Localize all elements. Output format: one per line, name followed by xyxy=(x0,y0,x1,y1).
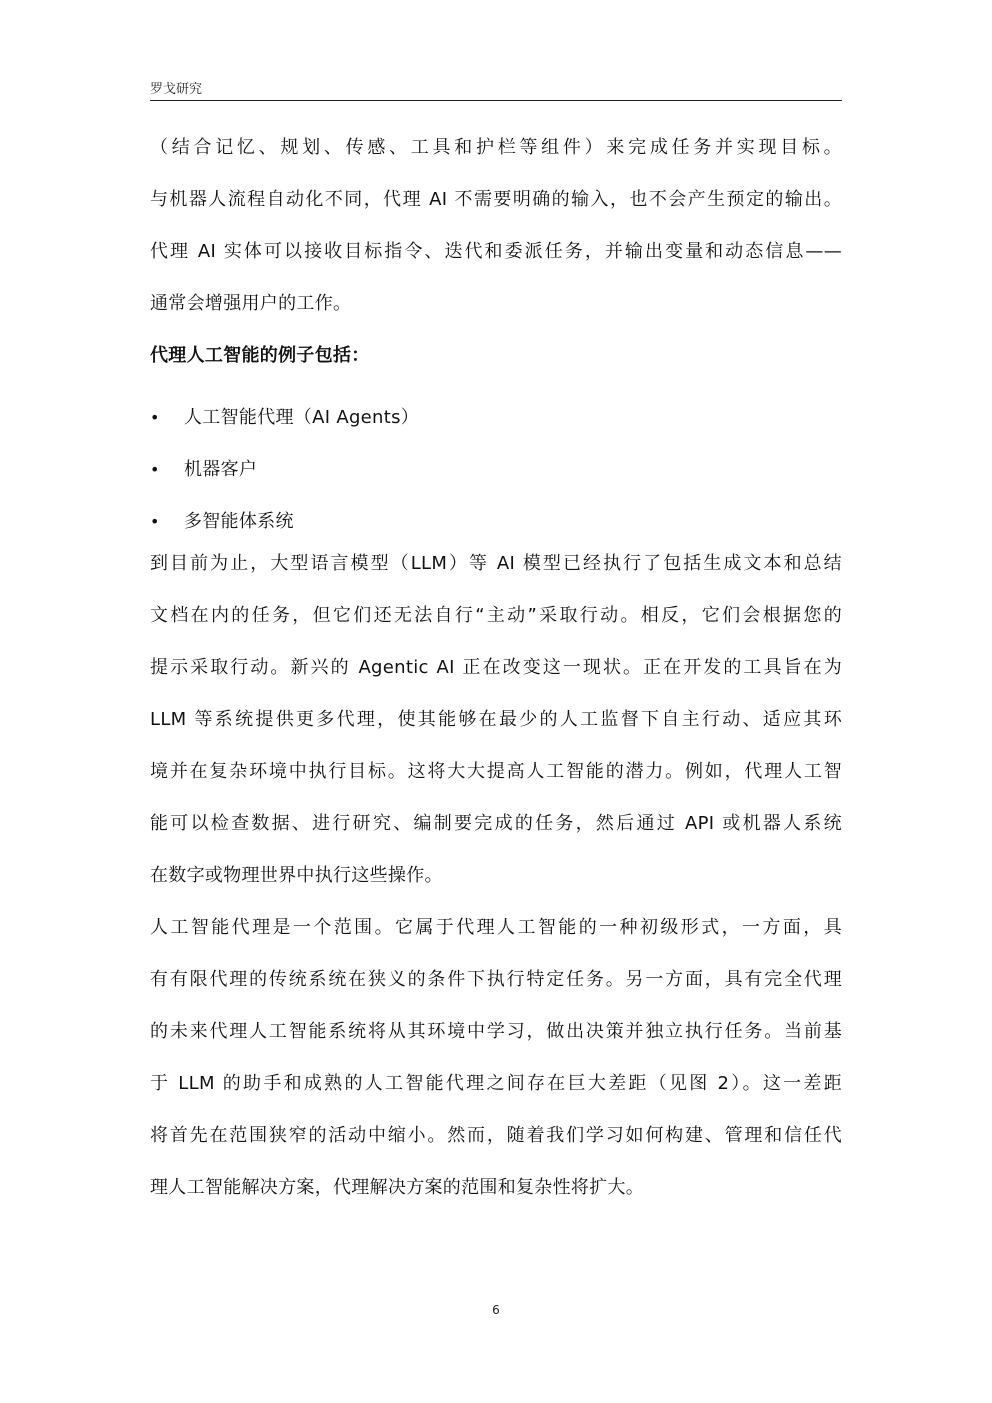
bullet-icon: • xyxy=(150,408,160,427)
list-item-text: 机器客户 xyxy=(184,459,258,480)
header-title: 罗戈研究 xyxy=(150,82,203,97)
paragraph-3 xyxy=(150,912,842,1224)
text-line: 能可以检查数据、进行研究、编制要完成的任务，然后通过 API 或机器人系统 xyxy=(150,813,842,834)
text-line: （结合记忆、规划、传感、工具和护栏等组件）来完成任务并实现目标。 xyxy=(150,137,842,158)
paragraph-2 xyxy=(150,548,842,912)
list-item-text: 多智能体系统 xyxy=(184,511,294,532)
examples-heading: 代理人工智能的例子包括： xyxy=(150,345,370,366)
text-line: 到目前为止，大型语言模型（LLM）等 AI 模型已经执行了包括生成文本和总结 xyxy=(150,553,842,574)
bullet-icon: • xyxy=(150,460,160,479)
text-line: 在数字或物理世界中执行这些操作。 xyxy=(150,865,443,886)
text-line: 的未来代理人工智能系统将从其环境中学习，做出决策并独立执行任务。当前基 xyxy=(150,1021,842,1042)
list-item xyxy=(150,444,842,496)
text-line: 人工智能代理是一个范围。它属于代理人工智能的一种初级形式，一方面，具 xyxy=(150,917,842,938)
text-line: 代理 AI 实体可以接收目标指令、迭代和委派任务，并输出变量和动态信息—— xyxy=(150,241,842,262)
text-line: 境并在复杂环境中执行目标。这将大大提高人工智能的潜力。例如，代理人工智 xyxy=(150,761,842,782)
list-item xyxy=(150,392,842,444)
text-line: 有有限代理的传统系统在狭义的条件下执行特定任务。另一方面，具有完全代理 xyxy=(150,969,842,990)
text-line: LLM 等系统提供更多代理，使其能够在最少的人工监督下自主行动、适应其环 xyxy=(150,709,842,730)
examples-list xyxy=(150,392,842,548)
page-number: 6 xyxy=(492,1303,500,1317)
text-line: 与机器人流程自动化不同，代理 AI 不需要明确的输入，也不会产生预定的输出。 xyxy=(150,189,842,210)
page-header xyxy=(150,76,842,101)
text-line: 文档在内的任务，但它们还无法自行“主动”采取行动。相反，它们会根据您的 xyxy=(150,605,842,626)
text-line: 通常会增强用户的工作。 xyxy=(150,293,352,314)
text-line: 于 LLM 的助手和成熟的人工智能代理之间存在巨大差距（见图 2）。这一差距 xyxy=(150,1073,842,1094)
text-line: 将首先在范围狭窄的活动中缩小。然而，随着我们学习如何构建、管理和信任代 xyxy=(150,1125,842,1146)
list-item xyxy=(150,496,842,548)
list-item-text: 人工智能代理（AI Agents） xyxy=(184,407,420,428)
paragraph-1 xyxy=(150,132,842,340)
page-content xyxy=(150,132,842,1224)
text-line: 提示采取行动。新兴的 Agentic AI 正在改变这一现状。正在开发的工具旨在为 xyxy=(150,657,842,678)
text-line: 理人工智能解决方案，代理解决方案的范围和复杂性将扩大。 xyxy=(150,1177,645,1198)
bullet-icon: • xyxy=(150,512,160,531)
